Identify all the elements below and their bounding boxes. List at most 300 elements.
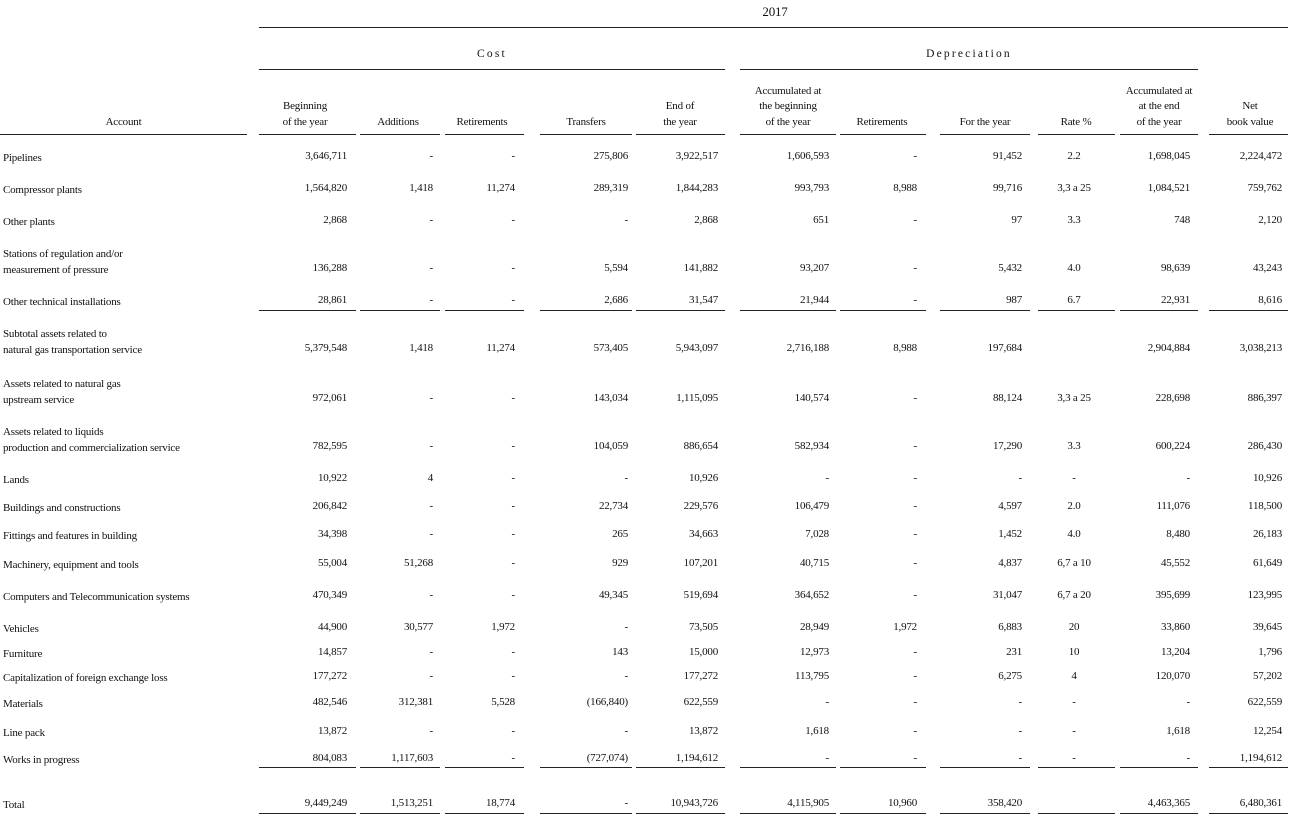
- cell-beginning: 14,857: [317, 646, 347, 658]
- cell-retirements: -: [511, 440, 515, 452]
- cell-end: 5,943,097: [675, 342, 718, 354]
- cell-acc-begin: 1,606,593: [786, 150, 829, 162]
- cell-dep-retirements: -: [913, 500, 917, 512]
- cell-for-year: -: [1018, 752, 1022, 764]
- cell-acc-end: 111,076: [1156, 500, 1190, 512]
- subtotal-rule: [1209, 310, 1288, 311]
- cell-end: 229,576: [683, 500, 718, 512]
- cell-additions: 4: [427, 472, 433, 484]
- cell-acc-end: 22,931: [1160, 294, 1190, 306]
- header-line: Accumulated at: [1125, 84, 1193, 97]
- header-line: the year: [663, 115, 697, 128]
- account-line: measurement of pressure: [3, 264, 109, 276]
- cell-acc-begin: 40,715: [799, 557, 829, 569]
- cell-additions: -: [429, 725, 433, 737]
- cell-retirements: 11,274: [486, 182, 515, 194]
- cell-for-year: -: [1018, 725, 1022, 737]
- cell-acc-begin: 140,574: [794, 392, 829, 404]
- cell-dep-retirements: -: [913, 294, 917, 306]
- cell-additions: -: [429, 528, 433, 540]
- cell-beginning: 28,861: [317, 294, 347, 306]
- cell-transfers: 2,686: [604, 294, 628, 306]
- cell-end: 519,694: [683, 589, 718, 601]
- cell-transfers: (166,840): [586, 696, 628, 708]
- cost-group-header: Cost: [477, 48, 507, 60]
- cell-beginning: 972,061: [312, 392, 347, 404]
- header-rule: [360, 134, 440, 135]
- cell-for-year: 4,597: [998, 500, 1022, 512]
- cell-for-year: 231: [1006, 646, 1022, 658]
- cell-retirements: -: [511, 392, 515, 404]
- account-name: [3, 326, 253, 358]
- header-line: of the year: [282, 115, 328, 128]
- cell-net: 2,224,472: [1239, 150, 1282, 162]
- cell-retirements: -: [511, 150, 515, 162]
- header-line: Net: [1242, 100, 1258, 112]
- cell-end: 15,000: [688, 646, 718, 658]
- cell-rate: 4.0: [1067, 262, 1081, 274]
- subtotal-rule: [445, 767, 524, 768]
- cell-beginning: 34,398: [317, 528, 347, 540]
- cell-transfers: 265: [612, 528, 628, 540]
- account-name: [3, 424, 253, 456]
- cell-additions: -: [429, 589, 433, 601]
- cell-additions: 1,418: [409, 342, 433, 354]
- cell-end: 1,844,283: [675, 182, 718, 194]
- cell-end: 31,547: [688, 294, 718, 306]
- cell-transfers: 289,319: [593, 182, 628, 194]
- cell-transfers: 275,806: [593, 150, 628, 162]
- cell-beginning: 1,564,820: [304, 182, 347, 194]
- cell-end: 177,272: [683, 670, 718, 682]
- cell-acc-begin: 12,973: [799, 646, 829, 658]
- account-line: Furniture: [3, 648, 43, 660]
- account-line: Compressor plants: [3, 184, 82, 196]
- header-rule: [259, 134, 356, 135]
- header-line: Rate %: [1060, 115, 1092, 128]
- cell-additions: 312,381: [398, 696, 433, 708]
- cell-rate: 2.0: [1067, 500, 1081, 512]
- cell-acc-begin: 1,618: [805, 725, 829, 737]
- cell-acc-end: 1,698,045: [1147, 150, 1190, 162]
- cell-transfers: 929: [612, 557, 628, 569]
- account-name: [3, 621, 253, 637]
- header-line: Retirements: [456, 115, 508, 128]
- header-line: End of: [665, 100, 695, 112]
- cell-dep-retirements: -: [913, 392, 917, 404]
- account-name: [3, 246, 253, 278]
- header-line: of the year: [1136, 115, 1182, 128]
- header-line: book value: [1226, 115, 1274, 128]
- cell-transfers: 49,345: [598, 589, 628, 601]
- cell-retirements: -: [511, 294, 515, 306]
- account-line: Stations of regulation and/or: [3, 248, 123, 260]
- account-name: [3, 214, 253, 230]
- account-name: [3, 500, 253, 516]
- cell-retirements: 1,972: [491, 621, 515, 633]
- header-line: Additions: [377, 115, 419, 128]
- subtotal-rule: [636, 310, 725, 311]
- subtotal-rule: [740, 767, 836, 768]
- subtotal-rule: [259, 767, 356, 768]
- cell-end: 13,872: [688, 725, 718, 737]
- cell-net: 8,616: [1258, 294, 1282, 306]
- header-rule: [0, 134, 247, 135]
- header-line: Beginning: [282, 100, 328, 112]
- cell-net: 2,120: [1258, 214, 1282, 226]
- cell-acc-begin: 93,207: [799, 262, 829, 274]
- cell-for-year: 6,275: [998, 670, 1022, 682]
- cell-rate: -: [1072, 725, 1076, 737]
- cell-rate: 6.7: [1067, 294, 1081, 306]
- cell-acc-end: -: [1186, 696, 1190, 708]
- cell-rate: 20: [1068, 621, 1080, 633]
- cell-acc-end: 98,639: [1160, 262, 1190, 274]
- cell-dep-retirements: -: [913, 214, 917, 226]
- cell-beginning: 44,900: [317, 621, 347, 633]
- subtotal-rule: [840, 310, 926, 311]
- cell-acc-begin: -: [825, 752, 829, 764]
- cell-for-year: 31,047: [992, 589, 1022, 601]
- account-line: Materials: [3, 698, 43, 710]
- header-rule: [1209, 134, 1288, 135]
- subtotal-rule: [840, 767, 926, 768]
- cell-transfers: -: [624, 797, 628, 809]
- cell-rate: 2.2: [1067, 150, 1081, 162]
- header-line: of the year: [765, 115, 811, 128]
- cell-end: 141,882: [683, 262, 718, 274]
- account-name: [3, 376, 253, 408]
- cell-dep-retirements: -: [913, 150, 917, 162]
- account-line: Other technical installations: [3, 296, 121, 308]
- cell-for-year: 987: [1006, 294, 1022, 306]
- cell-net: 39,645: [1252, 621, 1282, 633]
- cell-rate: 4.0: [1067, 528, 1081, 540]
- cell-dep-retirements: -: [913, 528, 917, 540]
- cell-net: 123,995: [1247, 589, 1282, 601]
- account-line: Buildings and constructions: [3, 502, 121, 514]
- subtotal-rule: [1038, 767, 1115, 768]
- cell-acc-begin: 113,795: [795, 670, 829, 682]
- cell-transfers: -: [624, 214, 628, 226]
- cell-dep-retirements: -: [913, 696, 917, 708]
- cell-additions: -: [429, 646, 433, 658]
- cell-end: 622,559: [683, 696, 718, 708]
- subtotal-rule: [1209, 767, 1288, 768]
- header-rule: [1038, 134, 1115, 135]
- header-retirements: [427, 70, 537, 130]
- cell-beginning: 55,004: [317, 557, 347, 569]
- subtotal-rule: [540, 767, 632, 768]
- cell-acc-end: 395,699: [1155, 589, 1190, 601]
- subtotal-rule: [1038, 310, 1115, 311]
- year-label: 2017: [762, 4, 788, 19]
- cell-rate: 3.3: [1067, 214, 1081, 226]
- cell-dep-retirements: 10,960: [887, 797, 917, 809]
- year-rule: [259, 27, 1288, 28]
- account-line: Assets related to liquids: [3, 426, 104, 438]
- cell-dep-retirements: -: [913, 472, 917, 484]
- account-name: [3, 557, 253, 573]
- header-line: Retirements: [856, 115, 908, 128]
- account-name: [3, 150, 253, 166]
- account-name: [3, 589, 253, 605]
- cell-acc-begin: 28,949: [799, 621, 829, 633]
- cell-rate: 3,3 a 25: [1057, 392, 1091, 404]
- header-dep-retirements: [827, 70, 937, 130]
- cell-for-year: 197,684: [987, 342, 1022, 354]
- cell-beginning: 136,288: [312, 262, 347, 274]
- cell-additions: 30,577: [403, 621, 433, 633]
- cell-transfers: 143: [612, 646, 628, 658]
- cell-dep-retirements: -: [913, 262, 917, 274]
- subtotal-rule: [940, 767, 1030, 768]
- cell-acc-end: 228,698: [1155, 392, 1190, 404]
- cell-additions: -: [429, 670, 433, 682]
- cell-acc-end: 600,224: [1155, 440, 1190, 452]
- subtotal-rule: [636, 767, 725, 768]
- cell-end: 107,201: [683, 557, 718, 569]
- cell-acc-end: 45,552: [1160, 557, 1190, 569]
- cell-additions: -: [429, 150, 433, 162]
- cell-transfers: -: [624, 670, 628, 682]
- cell-retirements: 5,528: [491, 696, 515, 708]
- cell-additions: -: [429, 214, 433, 226]
- cell-for-year: 91,452: [992, 150, 1022, 162]
- cell-acc-end: 1,084,521: [1147, 182, 1190, 194]
- cell-rate: -: [1072, 472, 1076, 484]
- cell-acc-begin: 21,944: [799, 294, 829, 306]
- header-rule: [445, 134, 524, 135]
- cell-acc-end: 8,480: [1166, 528, 1190, 540]
- account-line: Total: [3, 799, 25, 811]
- account-line: Other plants: [3, 216, 55, 228]
- cell-acc-end: -: [1186, 472, 1190, 484]
- cell-for-year: 17,290: [992, 440, 1022, 452]
- subtotal-rule: [445, 310, 524, 311]
- account-line: upstream service: [3, 394, 75, 406]
- account-name: [3, 528, 253, 544]
- cell-for-year: 1,452: [998, 528, 1022, 540]
- cell-retirements: 18,774: [485, 797, 515, 809]
- subtotal-rule: [540, 310, 632, 311]
- cell-for-year: 4,837: [998, 557, 1022, 569]
- cell-rate: 6,7 a 10: [1057, 557, 1091, 569]
- cell-acc-begin: 582,934: [794, 440, 829, 452]
- cell-retirements: -: [511, 752, 515, 764]
- account-line: Line pack: [3, 727, 45, 739]
- subtotal-rule: [1120, 310, 1198, 311]
- cell-dep-retirements: -: [913, 557, 917, 569]
- cell-dep-retirements: -: [913, 752, 917, 764]
- header-rule: [740, 134, 836, 135]
- cell-net: 622,559: [1247, 696, 1282, 708]
- cell-dep-retirements: -: [913, 646, 917, 658]
- account-name: [3, 725, 253, 741]
- cell-additions: 51,268: [403, 557, 433, 569]
- cell-beginning: 5,379,548: [304, 342, 347, 354]
- account-name: [3, 670, 253, 686]
- account-name: [3, 646, 253, 662]
- cell-dep-retirements: -: [913, 589, 917, 601]
- cell-net: 6,480,361: [1239, 797, 1282, 809]
- cell-additions: 1,513,251: [390, 797, 433, 809]
- cell-beginning: 10,922: [317, 472, 347, 484]
- account-line: Computers and Telecommunication systems: [3, 591, 190, 603]
- account-name: [3, 797, 253, 813]
- cell-end: 886,654: [683, 440, 718, 452]
- account-line: Machinery, equipment and tools: [3, 559, 139, 571]
- cell-end: 1,194,612: [675, 752, 718, 764]
- cell-net: 43,243: [1252, 262, 1282, 274]
- cell-acc-end: 1,618: [1166, 725, 1190, 737]
- cell-net: 1,796: [1258, 646, 1282, 658]
- cell-dep-retirements: -: [913, 440, 917, 452]
- cell-net: 286,430: [1247, 440, 1282, 452]
- cell-additions: -: [429, 392, 433, 404]
- account-line: Pipelines: [3, 152, 42, 164]
- cell-acc-begin: 4,115,905: [787, 797, 829, 809]
- account-line: Capitalization of foreign exchange loss: [3, 672, 168, 684]
- account-line: Assets related to natural gas: [3, 378, 121, 390]
- cell-acc-end: 33,860: [1160, 621, 1190, 633]
- account-name: [3, 752, 253, 768]
- cell-retirements: -: [511, 557, 515, 569]
- cell-transfers: 143,034: [593, 392, 628, 404]
- cell-net: 10,926: [1252, 472, 1282, 484]
- cell-transfers: -: [624, 725, 628, 737]
- cell-rate: -: [1072, 752, 1076, 764]
- cell-acc-begin: -: [825, 472, 829, 484]
- subtotal-rule: [740, 310, 836, 311]
- cell-additions: 1,418: [409, 182, 433, 194]
- cell-net: 1,194,612: [1239, 752, 1282, 764]
- cell-acc-end: 4,463,365: [1147, 797, 1190, 809]
- header-rule: [840, 134, 926, 135]
- subtotal-rule: [360, 310, 440, 311]
- header-line: at the end: [1138, 100, 1180, 112]
- cell-acc-end: 120,070: [1155, 670, 1190, 682]
- cell-for-year: 358,420: [987, 797, 1022, 809]
- subtotal-rule: [259, 310, 356, 311]
- cell-retirements: -: [511, 646, 515, 658]
- depreciation-group-header: Depreciation: [926, 48, 1012, 60]
- header-line: the beginning: [759, 100, 817, 112]
- cell-rate: 3.3: [1067, 440, 1081, 452]
- cell-net: 61,649: [1252, 557, 1282, 569]
- account-name: [3, 294, 253, 310]
- cell-beginning: 2,868: [323, 214, 347, 226]
- cell-for-year: -: [1018, 696, 1022, 708]
- cell-dep-retirements: 1,972: [893, 621, 917, 633]
- cell-net: 12,254: [1252, 725, 1282, 737]
- cell-for-year: 88,124: [992, 392, 1022, 404]
- cell-transfers: 22,734: [598, 500, 628, 512]
- header-rule: [1120, 134, 1198, 135]
- cell-acc-begin: -: [825, 696, 829, 708]
- cell-retirements: -: [511, 528, 515, 540]
- cell-beginning: 206,842: [312, 500, 347, 512]
- cell-for-year: 97: [1011, 214, 1022, 226]
- cell-beginning: 782,595: [312, 440, 347, 452]
- cell-beginning: 482,546: [312, 696, 347, 708]
- cell-end: 1,115,095: [676, 392, 718, 404]
- cell-end: 10,943,726: [670, 797, 718, 809]
- cell-for-year: 99,716: [992, 182, 1022, 194]
- header-account: [0, 70, 247, 130]
- cell-end: 73,505: [688, 621, 718, 633]
- account-line: Works in progress: [3, 754, 80, 766]
- cell-rate: -: [1072, 696, 1076, 708]
- cell-retirements: 11,274: [486, 342, 515, 354]
- cell-beginning: 804,083: [312, 752, 347, 764]
- cell-beginning: 9,449,249: [304, 797, 347, 809]
- cell-net: 26,183: [1252, 528, 1282, 540]
- cell-retirements: -: [511, 670, 515, 682]
- cell-transfers: -: [624, 472, 628, 484]
- account-line: Lands: [3, 474, 29, 486]
- cell-retirements: -: [511, 262, 515, 274]
- header-line: Transfers: [566, 115, 606, 128]
- cell-net: 57,202: [1252, 670, 1282, 682]
- cell-additions: -: [429, 440, 433, 452]
- subtotal-rule: [940, 310, 1030, 311]
- cell-acc-begin: 2,716,188: [786, 342, 829, 354]
- cell-rate: 3,3 a 25: [1057, 182, 1091, 194]
- cell-retirements: -: [511, 589, 515, 601]
- cell-dep-retirements: -: [913, 725, 917, 737]
- cell-net: 3,038,213: [1239, 342, 1282, 354]
- cell-dep-retirements: 8,988: [893, 182, 917, 194]
- cell-rate: 4: [1071, 670, 1077, 682]
- cell-net: 118,500: [1248, 500, 1282, 512]
- header-rule: [636, 134, 725, 135]
- header-line: Accumulated at: [754, 84, 822, 97]
- header-end: [625, 70, 735, 130]
- cell-end: 10,926: [688, 472, 718, 484]
- cell-additions: -: [429, 294, 433, 306]
- header-rule: [940, 134, 1030, 135]
- cell-acc-end: 13,204: [1160, 646, 1190, 658]
- cell-for-year: 6,883: [998, 621, 1022, 633]
- cell-additions: -: [429, 500, 433, 512]
- cell-additions: -: [429, 262, 433, 274]
- cell-transfers: 5,594: [604, 262, 628, 274]
- cell-dep-retirements: 8,988: [893, 342, 917, 354]
- cell-beginning: 177,272: [312, 670, 347, 682]
- cell-retirements: -: [511, 500, 515, 512]
- account-line: production and commercialization service: [3, 442, 180, 454]
- cell-retirements: -: [511, 725, 515, 737]
- account-name: [3, 472, 253, 488]
- cell-net: 759,762: [1247, 182, 1282, 194]
- header-rule: [540, 134, 632, 135]
- cell-acc-begin: 993,793: [794, 182, 829, 194]
- cell-transfers: 104,059: [593, 440, 628, 452]
- cell-end: 2,868: [694, 214, 718, 226]
- account-name: [3, 696, 253, 712]
- cell-acc-begin: 7,028: [805, 528, 829, 540]
- cell-rate: 6,7 a 20: [1057, 589, 1091, 601]
- account-line: Vehicles: [3, 623, 39, 635]
- cell-transfers: -: [624, 621, 628, 633]
- cell-transfers: (727,074): [586, 752, 628, 764]
- cell-beginning: 3,646,711: [305, 150, 347, 162]
- cell-end: 34,663: [688, 528, 718, 540]
- subtotal-rule: [1120, 767, 1198, 768]
- header-line: For the year: [959, 115, 1011, 128]
- account-name: [3, 182, 253, 198]
